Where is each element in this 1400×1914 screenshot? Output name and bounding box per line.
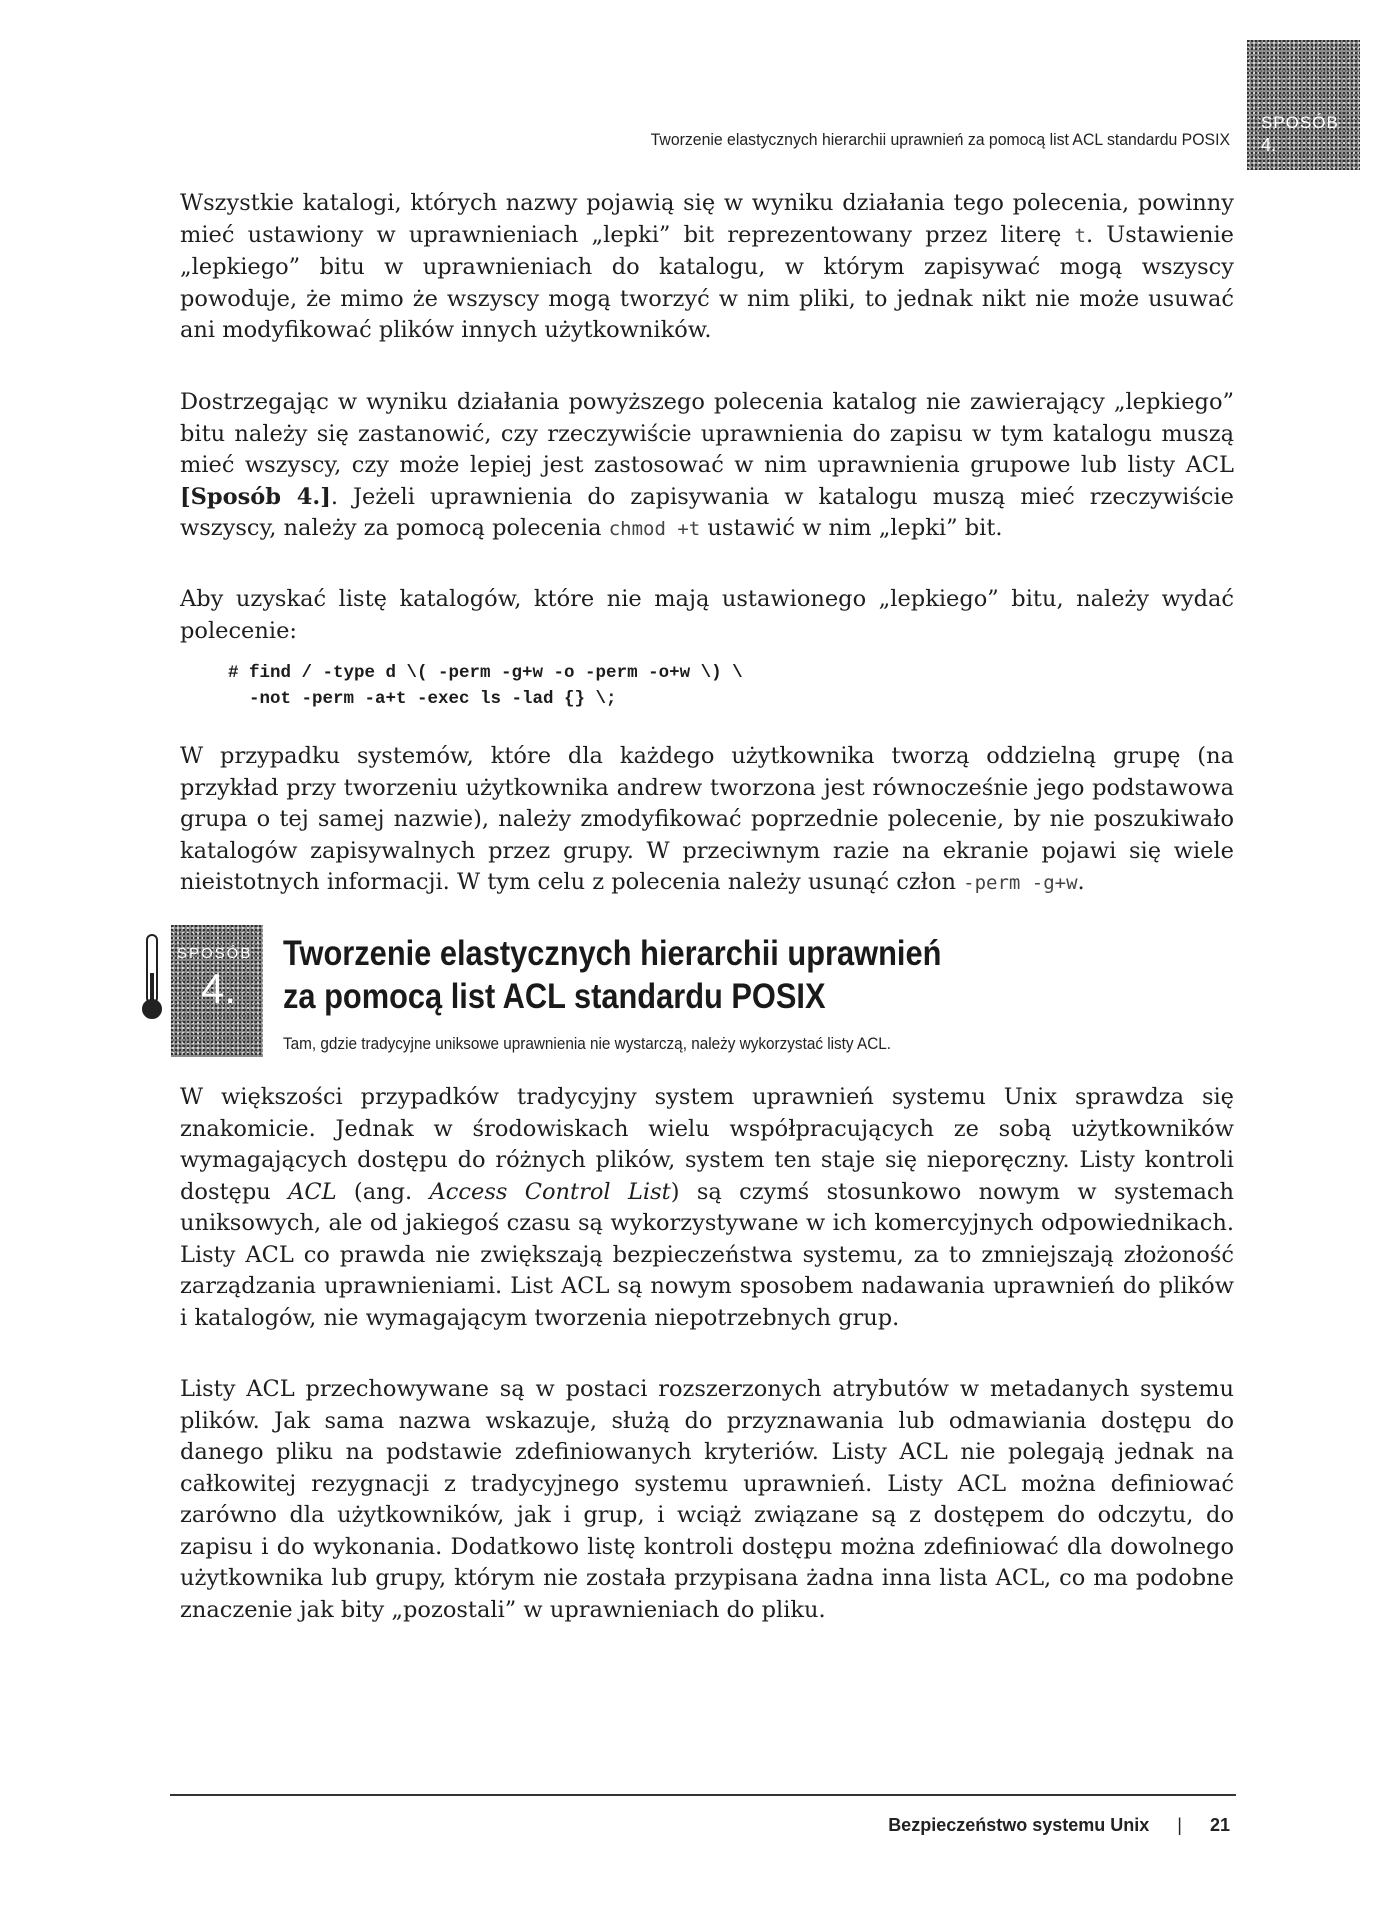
thermometer-icon (140, 933, 164, 1023)
code-line-2: -not -perm -a+t -exec ls -lad {} \; (228, 689, 617, 709)
page-footer (888, 1815, 1230, 1836)
paragraph-text: . (1077, 869, 1085, 895)
paragraph-2 (180, 387, 1234, 546)
footer-rule (170, 1794, 1236, 1796)
section-tab-number: 4. (1261, 135, 1277, 155)
inline-code: t (1074, 224, 1086, 247)
hack-title-line: Tworzenie elastycznych hierarchii uprawnień (283, 934, 942, 973)
paragraph-5 (180, 1082, 1234, 1334)
footer-separator: | (1177, 1815, 1182, 1835)
paragraph-text: W przypadku systemów, które dla każdego użytkownika tworzą oddzielną grupę (na przykład przy tworzeniu użytkownika andrew tworzona jest równocześnie jego podstawowa grupa o tej samej nazwie), należy zmodyfikować poprzednie polecenie, by nie poszukiwało katalogów zapisywalnych przez grupy. W przeciwnym razie na ekranie pojawi się wiele nieistotnych informacji. W tym celu z polecenia należy usunąć człon (180, 743, 1234, 895)
paragraph-text: W większości przypadków tradycyjny system uprawnień systemu Unix sprawdza się znakomicie. Jednak w środowiskach wielu współpracujących ze sobą użytkowników wymagających dostępu do różnych plików, system ten staje się nieporęczny. Listy kontroli dostępu (180, 1084, 1234, 1205)
paragraph-1 (180, 188, 1234, 347)
paragraph-text: (ang. (336, 1178, 430, 1205)
paragraph-3 (180, 584, 1234, 647)
hack-subtitle: Tam, gdzie tradycyjne uniksowe uprawnienia nie wystarczą, należy wykorzystać listy ACL. (283, 1034, 892, 1053)
paragraph-text: Aby uzyskać listę katalogów, które nie mają ustawionego „lepkiego” bitu, należy wydać polecenie: (180, 586, 1234, 644)
page-number: 21 (1209, 1815, 1230, 1835)
inline-code: chmod +t (608, 518, 701, 540)
paragraph-text: Dostrzegając w wyniku działania powyższego polecenia katalog nie zawierający „lepkiego” bitu należy się zastanowić, czy rzeczywiście uprawnienia do zapisu w tym katalogu muszą mieć wszyscy, czy może lepiej jest zastosować w nim uprawnienia grupowe lub listy ACL (180, 389, 1234, 478)
hack-title (283, 932, 941, 1018)
hack-tab-label: SPOSÓB (177, 945, 253, 962)
paragraph-4 (180, 741, 1234, 900)
running-head: Tworzenie elastycznych hierarchii uprawnień za pomocą list ACL standardu POSIX (650, 130, 1230, 149)
code-line-1: # find / -type d \( -perm -g+w -o -perm -o+w \) \ (228, 663, 743, 683)
hack-number: 4. (201, 965, 237, 1012)
code-block (228, 660, 743, 712)
italic-term: Access Control List (429, 1178, 671, 1205)
paragraph-text: ) są czymś stosunkowo nowym w systemach uniksowych, ale od jakiegoś czasu są wykorzystywane w ich komercyjnych odpowiednikach. Listy ACL co prawda nie zwiększają bezpieczeństwa systemu, za to zmniejszają złożoność zarządzania uprawnieniami. List ACL są nowym sposobem nadawania uprawnień do plików i katalogów, nie wymagającym tworzenia niepotrzebnych grup. (180, 1178, 1234, 1331)
hack-title-line: za pomocą list ACL standardu POSIX (283, 977, 826, 1016)
paragraph-text: Wszystkie katalogi, których nazwy pojawią się w wyniku działania tego polecenia, powinny mieć ustawiony w uprawnieniach „lepki” bit reprezentowany przez literę (180, 190, 1234, 248)
paragraph-6 (180, 1374, 1234, 1626)
hack-number-tab (171, 925, 263, 1057)
paragraph-text: Listy ACL przechowywane są w postaci rozszerzonych atrybutów w metadanych systemu plików. Jak sama nazwa wskazuje, służą do przyznawania lub odmawiania dostępu do danego pliku na podstawie zdefiniowanych kryteriów. Listy ACL nie polegają jednak na całkowitej rezygnacji z tradycyjnego systemu uprawnień. Listy ACL można definiować zarówno dla użytkowników, jak i grup, i wciąż związane są z dostępem do odczytu, do zapisu i do wykonania. Dodatkowo listę kontroli dostępu można zdefiniować dla dowolnego użytkownika lub grupy, którym nie została przypisana żadna inna lista ACL, co ma podobne znaczenie jak bity „pozostali” w uprawnieniach do pliku. (180, 1376, 1234, 1623)
section-tab (1247, 40, 1360, 170)
paragraph-text: . Jeżeli uprawnienia do zapisywania w katalogu muszą mieć rzeczywiście wszyscy, należy za pomocą polecenia (180, 483, 1234, 541)
section-tab-label: SPOSÓB (1261, 113, 1339, 132)
inline-code: -perm -g+w (963, 872, 1078, 894)
book-title: Bezpieczeństwo systemu Unix (888, 1815, 1150, 1835)
italic-term: ACL (288, 1178, 337, 1205)
paragraph-text: . Ustawienie „lepkiego” bitu w uprawnieniach do katalogu, w którym zapisywać mogą wszyscy powoduje, że mimo że wszyscy mogą tworzyć w nim pliki, to jednak nikt nie może usuwać ani modyfikować plików innych użytkowników. (180, 221, 1234, 343)
paragraph-text: ustawić w nim „lepki” bit. (700, 515, 1003, 541)
cross-reference: [Sposób 4.] (180, 483, 331, 510)
